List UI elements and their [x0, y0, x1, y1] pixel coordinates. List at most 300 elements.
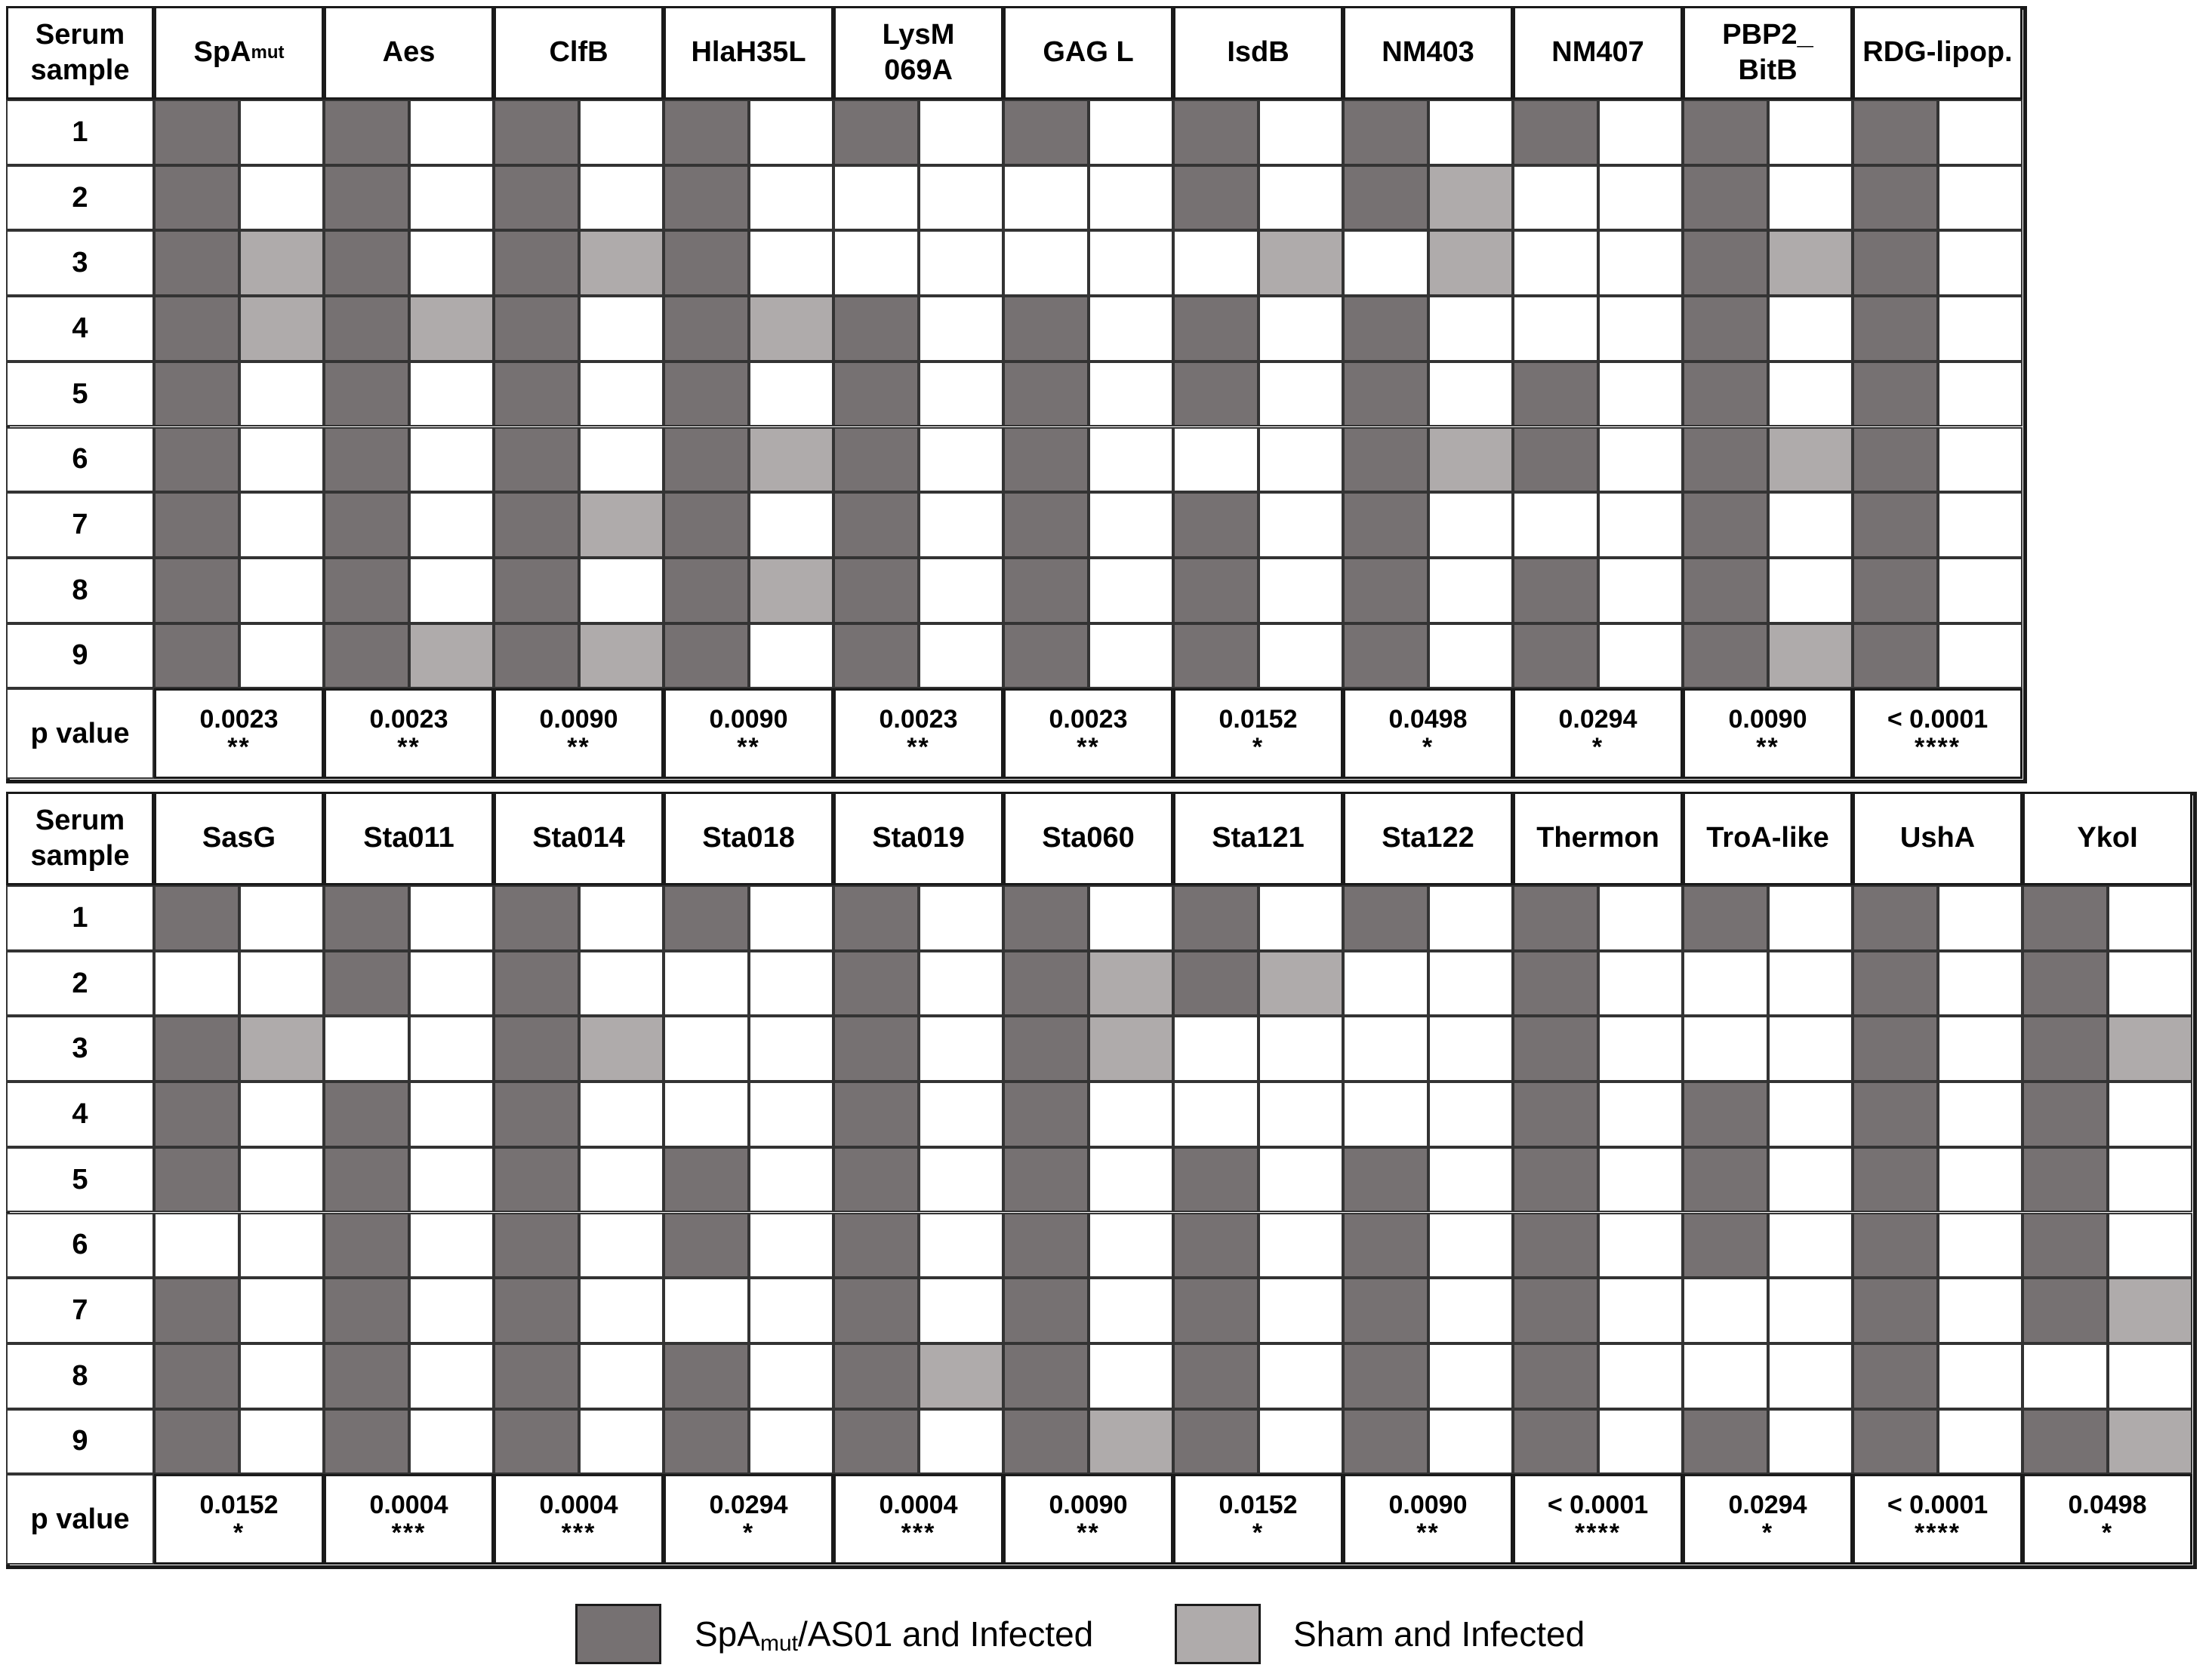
p-value: 0.0294 — [1558, 704, 1637, 734]
row-label: 5 — [6, 1147, 154, 1213]
cell-sham — [749, 623, 834, 689]
cell-vaccinated — [1853, 427, 1938, 493]
cell-vaccinated — [1173, 951, 1258, 1017]
cell-sham — [239, 362, 325, 427]
p-value-label: p value — [6, 1474, 154, 1565]
cell-vaccinated — [2023, 1278, 2108, 1343]
cell-vaccinated — [2023, 1343, 2108, 1409]
cell-vaccinated — [833, 492, 919, 558]
cell-vaccinated — [2023, 951, 2108, 1017]
p-value-cell — [664, 688, 833, 779]
p-value: 0.0090 — [1728, 704, 1807, 734]
cell-sham — [2108, 1147, 2193, 1213]
cell-sham — [1089, 1278, 1174, 1343]
cell-sham — [409, 492, 494, 558]
cell-vaccinated — [1173, 100, 1258, 165]
antigen-header — [1513, 792, 1683, 885]
p-value: < 0.0001 — [1887, 704, 1989, 734]
cell-sham — [749, 165, 834, 231]
p-value-cell — [1003, 1474, 1173, 1565]
cell-vaccinated — [1853, 296, 1938, 362]
cell-sham — [1598, 362, 1684, 427]
cell-sham — [579, 492, 664, 558]
cell-sham — [1258, 623, 1344, 689]
cell-vaccinated — [1513, 165, 1598, 231]
p-value-cell — [1513, 1474, 1683, 1565]
cell-vaccinated — [324, 165, 409, 231]
cell-vaccinated — [664, 296, 749, 362]
cell-sham — [1428, 1147, 1514, 1213]
cell-sham — [749, 951, 834, 1017]
significance-stars: ** — [1756, 733, 1779, 762]
cell-vaccinated — [154, 1213, 239, 1279]
cell-sham — [1428, 1343, 1514, 1409]
significance-stars: ** — [227, 733, 251, 762]
cell-sham — [1428, 100, 1514, 165]
antigen-name: UshA — [1899, 822, 1976, 854]
cell-vaccinated — [1853, 1016, 1938, 1082]
antigen-header — [1513, 6, 1683, 100]
cell-sham — [579, 1213, 664, 1279]
cell-sham — [1428, 296, 1514, 362]
row-label: 6 — [6, 427, 154, 493]
cell-vaccinated — [833, 623, 919, 689]
cell-sham — [2108, 1409, 2193, 1475]
significance-stars: **** — [1575, 1519, 1621, 1548]
cell-sham — [1768, 362, 1853, 427]
cell-vaccinated — [664, 1147, 749, 1213]
cell-vaccinated — [1513, 1409, 1598, 1475]
cell-vaccinated — [833, 1082, 919, 1147]
cell-sham — [1258, 951, 1344, 1017]
cell-sham — [1089, 1213, 1174, 1279]
cell-vaccinated — [664, 100, 749, 165]
cell-sham — [1768, 1082, 1853, 1147]
cell-vaccinated — [1343, 951, 1428, 1017]
cell-sham — [409, 165, 494, 231]
cell-sham — [749, 1016, 834, 1082]
cell-sham — [1089, 492, 1174, 558]
cell-vaccinated — [1173, 296, 1258, 362]
p-value-cell — [1173, 1474, 1343, 1565]
cell-vaccinated — [1683, 1278, 1768, 1343]
p-value-cell — [1853, 688, 2023, 779]
cell-sham — [239, 1082, 325, 1147]
cell-vaccinated — [1513, 427, 1598, 493]
cell-vaccinated — [664, 1278, 749, 1343]
row-label: 6 — [6, 1213, 154, 1279]
row-label: 7 — [6, 1278, 154, 1343]
cell-vaccinated — [324, 1016, 409, 1082]
cell-sham — [409, 1213, 494, 1279]
antigen-header — [324, 792, 494, 885]
cell-vaccinated — [1513, 296, 1598, 362]
cell-vaccinated — [1173, 885, 1258, 951]
cell-vaccinated — [324, 296, 409, 362]
cell-sham — [919, 1082, 1004, 1147]
cell-vaccinated — [494, 1147, 579, 1213]
p-value: 0.0090 — [1388, 1490, 1468, 1519]
cell-vaccinated — [1003, 362, 1089, 427]
antigen-header — [1003, 6, 1173, 100]
p-value-cell — [494, 1474, 664, 1565]
legend — [0, 1604, 2212, 1667]
cell-vaccinated — [494, 296, 579, 362]
cell-sham — [1598, 427, 1684, 493]
antigen-name: YkoI — [2077, 822, 2138, 854]
cell-vaccinated — [1683, 1343, 1768, 1409]
cell-sham — [579, 951, 664, 1017]
cell-vaccinated — [1513, 623, 1598, 689]
cell-sham — [239, 1213, 325, 1279]
cell-vaccinated — [324, 427, 409, 493]
cell-vaccinated — [1003, 427, 1089, 493]
cell-sham — [1598, 623, 1684, 689]
cell-vaccinated — [1513, 1082, 1598, 1147]
p-value-cell — [1343, 1474, 1513, 1565]
cell-vaccinated — [154, 951, 239, 1017]
cell-vaccinated — [1003, 1213, 1089, 1279]
cell-vaccinated — [1683, 100, 1768, 165]
cell-vaccinated — [154, 230, 239, 296]
cell-vaccinated — [2023, 1016, 2108, 1082]
cell-sham — [409, 100, 494, 165]
cell-sham — [1598, 558, 1684, 623]
cell-sham — [1089, 165, 1174, 231]
cell-vaccinated — [1853, 1082, 1938, 1147]
cell-vaccinated — [833, 165, 919, 231]
cell-vaccinated — [664, 558, 749, 623]
cell-vaccinated — [1343, 296, 1428, 362]
antigen-name: Sta121 — [1212, 822, 1305, 854]
cell-sham — [579, 1082, 664, 1147]
cell-vaccinated — [1173, 362, 1258, 427]
cell-sham — [409, 951, 494, 1017]
cell-sham — [1258, 362, 1344, 427]
cell-vaccinated — [1853, 951, 1938, 1017]
cell-vaccinated — [494, 1082, 579, 1147]
cell-vaccinated — [1683, 165, 1768, 231]
cell-sham — [1428, 165, 1514, 231]
cell-sham — [409, 1278, 494, 1343]
cell-sham — [1089, 230, 1174, 296]
cell-vaccinated — [833, 885, 919, 951]
p-value: 0.0004 — [879, 1490, 958, 1519]
antigen-name: PBP2_ BitB — [1722, 18, 1813, 86]
cell-sham — [1089, 1409, 1174, 1475]
p-value-cell — [1683, 1474, 1853, 1565]
cell-sham — [1258, 885, 1344, 951]
cell-sham — [1598, 1278, 1684, 1343]
cell-vaccinated — [1513, 100, 1598, 165]
cell-vaccinated — [154, 885, 239, 951]
cell-vaccinated — [1683, 1016, 1768, 1082]
significance-stars: ** — [567, 733, 590, 762]
cell-sham — [409, 230, 494, 296]
antigen-header — [1343, 6, 1513, 100]
cell-sham — [1089, 885, 1174, 951]
cell-vaccinated — [324, 100, 409, 165]
cell-vaccinated — [1683, 1147, 1768, 1213]
cell-sham — [409, 1016, 494, 1082]
cell-vaccinated — [494, 100, 579, 165]
cell-vaccinated — [1003, 623, 1089, 689]
cell-vaccinated — [324, 1082, 409, 1147]
cell-sham — [239, 951, 325, 1017]
row-label: 8 — [6, 1343, 154, 1409]
cell-vaccinated — [1173, 1409, 1258, 1475]
cell-sham — [919, 296, 1004, 362]
cell-vaccinated — [494, 1343, 579, 1409]
cell-sham — [1258, 100, 1344, 165]
cell-vaccinated — [494, 1409, 579, 1475]
cell-sham — [1598, 1343, 1684, 1409]
row-header: Serum sample — [6, 792, 154, 885]
cell-vaccinated — [833, 1213, 919, 1279]
antigen-header — [324, 6, 494, 100]
cell-sham — [749, 427, 834, 493]
cell-sham — [1768, 951, 1853, 1017]
cell-vaccinated — [1683, 427, 1768, 493]
cell-sham — [2108, 885, 2193, 951]
cell-vaccinated — [1513, 1016, 1598, 1082]
cell-sham — [1938, 1016, 2023, 1082]
cell-vaccinated — [494, 1278, 579, 1343]
cell-sham — [1089, 1082, 1174, 1147]
cell-sham — [1938, 100, 2023, 165]
cell-vaccinated — [833, 296, 919, 362]
cell-vaccinated — [1173, 492, 1258, 558]
cell-sham — [1768, 1147, 1853, 1213]
cell-vaccinated — [154, 1147, 239, 1213]
cell-sham — [1089, 1343, 1174, 1409]
cell-vaccinated — [1003, 1016, 1089, 1082]
cell-sham — [1598, 296, 1684, 362]
cell-vaccinated — [1683, 558, 1768, 623]
cell-vaccinated — [833, 1409, 919, 1475]
antigen-name: Sta122 — [1382, 822, 1474, 854]
p-value-cell — [833, 688, 1003, 779]
cell-sham — [1089, 1147, 1174, 1213]
p-value: 0.0294 — [709, 1490, 788, 1519]
cell-sham — [1258, 1147, 1344, 1213]
cell-sham — [1768, 1278, 1853, 1343]
significance-stars: ** — [1077, 733, 1100, 762]
cell-sham — [1938, 951, 2023, 1017]
cell-sham — [1428, 1213, 1514, 1279]
cell-vaccinated — [1173, 1278, 1258, 1343]
cell-vaccinated — [1173, 230, 1258, 296]
cell-vaccinated — [1683, 296, 1768, 362]
cell-sham — [2108, 1082, 2193, 1147]
row-label: 5 — [6, 362, 154, 427]
cell-vaccinated — [1683, 951, 1768, 1017]
cell-vaccinated — [1003, 1278, 1089, 1343]
antigen-name: NM403 — [1382, 36, 1474, 69]
cell-sham — [1598, 1082, 1684, 1147]
cell-vaccinated — [1003, 492, 1089, 558]
row-header: Serum sample — [6, 6, 154, 100]
p-value: 0.0498 — [2068, 1490, 2147, 1519]
cell-sham — [749, 1409, 834, 1475]
cell-sham — [1258, 165, 1344, 231]
p-value-cell — [1003, 688, 1173, 779]
p-value-cell — [324, 1474, 494, 1565]
cell-vaccinated — [833, 427, 919, 493]
p-value: 0.0004 — [369, 1490, 448, 1519]
significance-stars: * — [1422, 733, 1434, 762]
cell-sham — [1258, 1082, 1344, 1147]
row-label: 9 — [6, 623, 154, 689]
cell-vaccinated — [154, 1082, 239, 1147]
cell-sham — [749, 558, 834, 623]
cell-sham — [239, 623, 325, 689]
cell-vaccinated — [494, 362, 579, 427]
antigen-header — [1853, 792, 2023, 885]
row-label: 7 — [6, 492, 154, 558]
row-label: 4 — [6, 296, 154, 362]
cell-sham — [1428, 1278, 1514, 1343]
cell-vaccinated — [154, 1016, 239, 1082]
cell-sham — [919, 951, 1004, 1017]
cell-sham — [919, 885, 1004, 951]
cell-sham — [1258, 1016, 1344, 1082]
cell-vaccinated — [154, 362, 239, 427]
p-value: 0.0152 — [199, 1490, 279, 1519]
cell-sham — [919, 623, 1004, 689]
cell-sham — [1428, 951, 1514, 1017]
cell-vaccinated — [1683, 362, 1768, 427]
cell-sham — [1089, 296, 1174, 362]
cell-vaccinated — [1853, 623, 1938, 689]
cell-vaccinated — [324, 1213, 409, 1279]
cell-sham — [919, 492, 1004, 558]
cell-vaccinated — [833, 1278, 919, 1343]
cell-sham — [579, 427, 664, 493]
cell-vaccinated — [1513, 885, 1598, 951]
significance-stars: * — [1252, 733, 1265, 762]
cell-vaccinated — [2023, 1082, 2108, 1147]
cell-sham — [2108, 1016, 2193, 1082]
cell-vaccinated — [664, 1213, 749, 1279]
cell-sham — [409, 362, 494, 427]
cell-sham — [409, 296, 494, 362]
cell-vaccinated — [1003, 1343, 1089, 1409]
cell-vaccinated — [833, 362, 919, 427]
cell-sham — [749, 492, 834, 558]
cell-sham — [919, 427, 1004, 493]
cell-vaccinated — [1173, 1343, 1258, 1409]
cell-sham — [1938, 1409, 2023, 1475]
cell-sham — [919, 1147, 1004, 1213]
antigen-name: Sta019 — [872, 822, 965, 854]
cell-vaccinated — [1853, 1213, 1938, 1279]
cell-vaccinated — [2023, 1147, 2108, 1213]
cell-vaccinated — [1003, 165, 1089, 231]
cell-vaccinated — [1173, 1147, 1258, 1213]
significance-stars: ** — [1416, 1519, 1440, 1548]
antigen-name: ClfB — [549, 36, 608, 69]
cell-vaccinated — [494, 492, 579, 558]
cell-vaccinated — [1343, 1082, 1428, 1147]
cell-vaccinated — [664, 951, 749, 1017]
cell-vaccinated — [1343, 165, 1428, 231]
cell-vaccinated — [833, 1016, 919, 1082]
p-value: 0.0023 — [1049, 704, 1128, 734]
cell-sham — [1598, 100, 1684, 165]
p-value: 0.0023 — [879, 704, 958, 734]
p-value: 0.0023 — [199, 704, 279, 734]
cell-vaccinated — [1343, 1016, 1428, 1082]
cell-sham — [579, 558, 664, 623]
cell-vaccinated — [664, 885, 749, 951]
cell-vaccinated — [324, 623, 409, 689]
cell-sham — [239, 427, 325, 493]
cell-vaccinated — [1343, 362, 1428, 427]
legend-label-vaccinated: SpA$_{mut}$/AS01 and Infected — [695, 1614, 1094, 1656]
cell-vaccinated — [1683, 623, 1768, 689]
row-label: 3 — [6, 230, 154, 296]
cell-sham — [1938, 296, 2023, 362]
cell-sham — [239, 1147, 325, 1213]
cell-sham — [409, 1343, 494, 1409]
significance-stars: **** — [1915, 1519, 1961, 1548]
cell-sham — [749, 885, 834, 951]
cell-sham — [1089, 623, 1174, 689]
antigen-name: SasG — [202, 822, 276, 854]
cell-vaccinated — [1173, 623, 1258, 689]
cell-vaccinated — [1003, 1147, 1089, 1213]
antigen-header — [1343, 792, 1513, 885]
cell-vaccinated — [664, 1409, 749, 1475]
cell-vaccinated — [324, 362, 409, 427]
cell-sham — [1258, 296, 1344, 362]
cell-vaccinated — [324, 1343, 409, 1409]
cell-vaccinated — [1173, 558, 1258, 623]
cell-vaccinated — [1003, 558, 1089, 623]
cell-sham — [1428, 362, 1514, 427]
cell-vaccinated — [1513, 230, 1598, 296]
cell-sham — [1938, 885, 2023, 951]
cell-vaccinated — [833, 951, 919, 1017]
cell-sham — [239, 296, 325, 362]
cell-sham — [919, 362, 1004, 427]
significance-stars: *** — [561, 1519, 596, 1548]
p-value: 0.0090 — [1049, 1490, 1128, 1519]
p-value: < 0.0001 — [1887, 1490, 1989, 1519]
cell-vaccinated — [1513, 951, 1598, 1017]
cell-sham — [579, 296, 664, 362]
antigen-header — [154, 792, 324, 885]
row-label: 2 — [6, 951, 154, 1017]
cell-sham — [2108, 1278, 2193, 1343]
cell-sham — [919, 1278, 1004, 1343]
cell-sham — [409, 623, 494, 689]
cell-sham — [1258, 1409, 1344, 1475]
cell-vaccinated — [1853, 492, 1938, 558]
row-label: 4 — [6, 1082, 154, 1147]
cell-sham — [1598, 165, 1684, 231]
cell-sham — [1938, 1343, 2023, 1409]
cell-vaccinated — [664, 1082, 749, 1147]
cell-sham — [1428, 1409, 1514, 1475]
cell-sham — [919, 230, 1004, 296]
cell-sham — [1428, 427, 1514, 493]
p-value: 0.0004 — [539, 1490, 618, 1519]
significance-stars: * — [1252, 1519, 1265, 1548]
cell-sham — [1089, 427, 1174, 493]
legend-swatch-sham — [1175, 1604, 1261, 1664]
